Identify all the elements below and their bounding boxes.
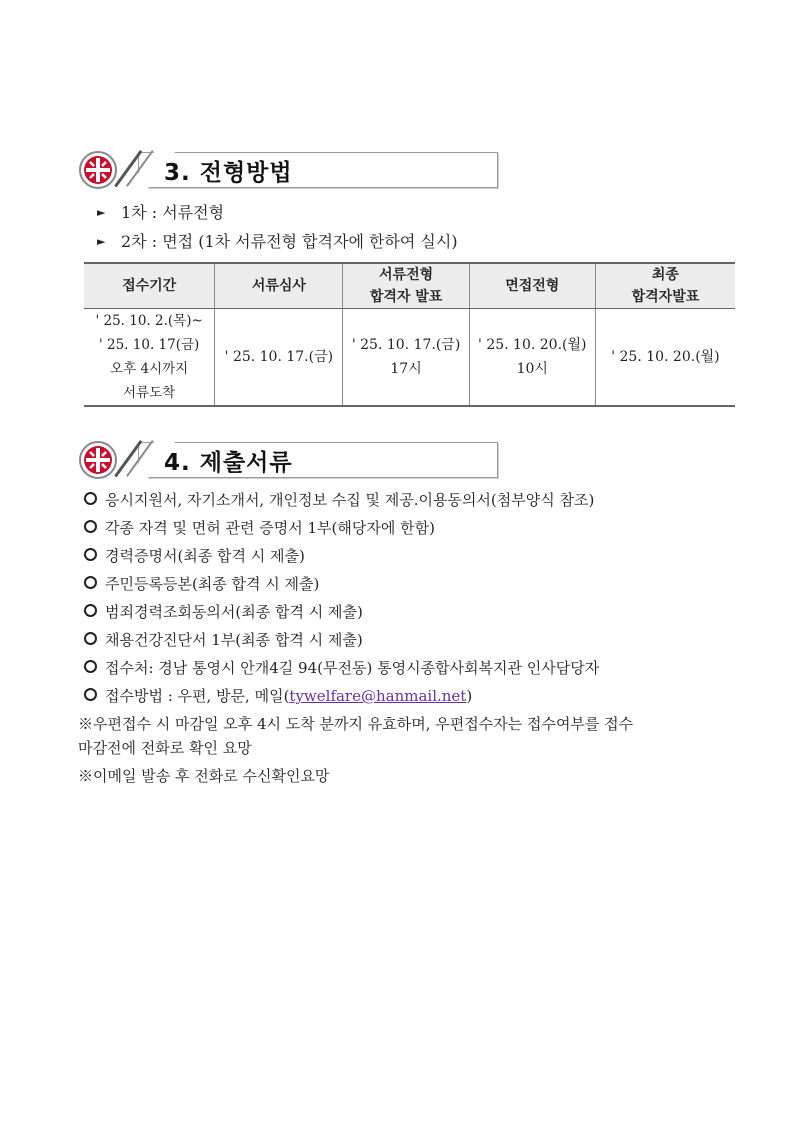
method-item-2 [97,229,458,252]
email-note: ※이메일 발송 후 전화로 수신확인요망 [78,767,330,785]
document-item-text: 범죄경력조회동의서(최종 합격 시 제출) [105,603,363,621]
table-row [84,309,735,407]
document-item-text: 각종 자격 및 면허 관련 증명서 1부(해당자에 한함) [105,519,435,537]
circle-bullet-icon [84,492,97,505]
document-item-text: 채용건강진단서 1부(최종 합격 시 제출) [105,631,363,649]
table-header-row [84,263,735,309]
table-cell: ' 25. 10. 17.(금) [215,309,343,407]
submission-method-item [84,685,472,706]
circle-bullet-icon [84,520,97,533]
table-header-cell: 서류전형 합격자 발표 [343,263,469,309]
document-item-text: 응시지원서, 자기소개서, 개인정보 수집 및 제공.이용동의서(첨부양식 참조) [105,491,595,509]
email-link[interactable]: tywelfare@hanmail.net [289,687,467,705]
document-item [84,657,599,678]
circle-bullet-icon [84,632,97,645]
method-item-text: 2차 : 면접 (1차 서류전형 합격자에 한하여 실시) [121,232,458,251]
table-header-cell: 접수기간 [84,263,215,309]
document-item [84,545,305,566]
section-3-heading [78,150,498,190]
section-3-title: 3. 전형방법 [164,160,293,186]
document-item-text: 접수처: 경남 통영시 안개4길 94(무전동) 통영시종합사회복지관 인사담당자 [105,659,600,677]
document-item-text: 주민등록등본(최종 합격 시 제출) [105,575,320,593]
caritas-logo-icon [78,440,118,480]
circle-bullet-icon [84,576,97,589]
section-4-heading [78,440,498,480]
method-item-text: 1차 : 서류전형 [121,203,225,222]
arrow-bullet-icon: ► [97,206,106,219]
circle-bullet-icon [84,660,97,673]
circle-bullet-icon [84,548,97,561]
table-cell: ' 25. 10. 2.(목)~ ' 25. 10. 17(금) 오후 4시까지 서류도착 [84,309,215,407]
section-4-title: 4. 제출서류 [164,450,293,476]
arrow-bullet-icon: ► [97,235,106,248]
table-header-cell: 최종 합격자발표 [595,263,735,309]
table-cell: ' 25. 10. 20.(월) 10시 [469,309,595,407]
table-header-cell: 면접전형 [469,263,595,309]
submission-method-text: 접수방법 : 우편, 방문, 메일( [105,687,290,705]
postal-note-line-1: ※우편접수 시 마감일 오후 4시 도착 분까지 유효하며, 우편접수자는 접수여부를 접수 [78,715,634,733]
document-item [84,601,363,622]
table-cell: ' 25. 10. 20.(월) [595,309,735,407]
circle-bullet-icon [84,688,97,701]
table-cell: ' 25. 10. 17.(금) 17시 [343,309,469,407]
document-item-text: 경력증명서(최종 합격 시 제출) [105,547,305,565]
postal-note-line-2: 마감전에 전화로 확인 요망 [78,739,252,757]
document-item [84,573,319,594]
schedule-table [84,262,735,407]
circle-bullet-icon [84,604,97,617]
caritas-logo-icon [78,150,118,190]
submission-method-suffix: ) [466,687,473,705]
document-item [84,517,435,538]
document-item [84,629,363,650]
table-header-cell: 서류심사 [215,263,343,309]
document-item [84,489,594,510]
method-item-1 [97,200,224,223]
